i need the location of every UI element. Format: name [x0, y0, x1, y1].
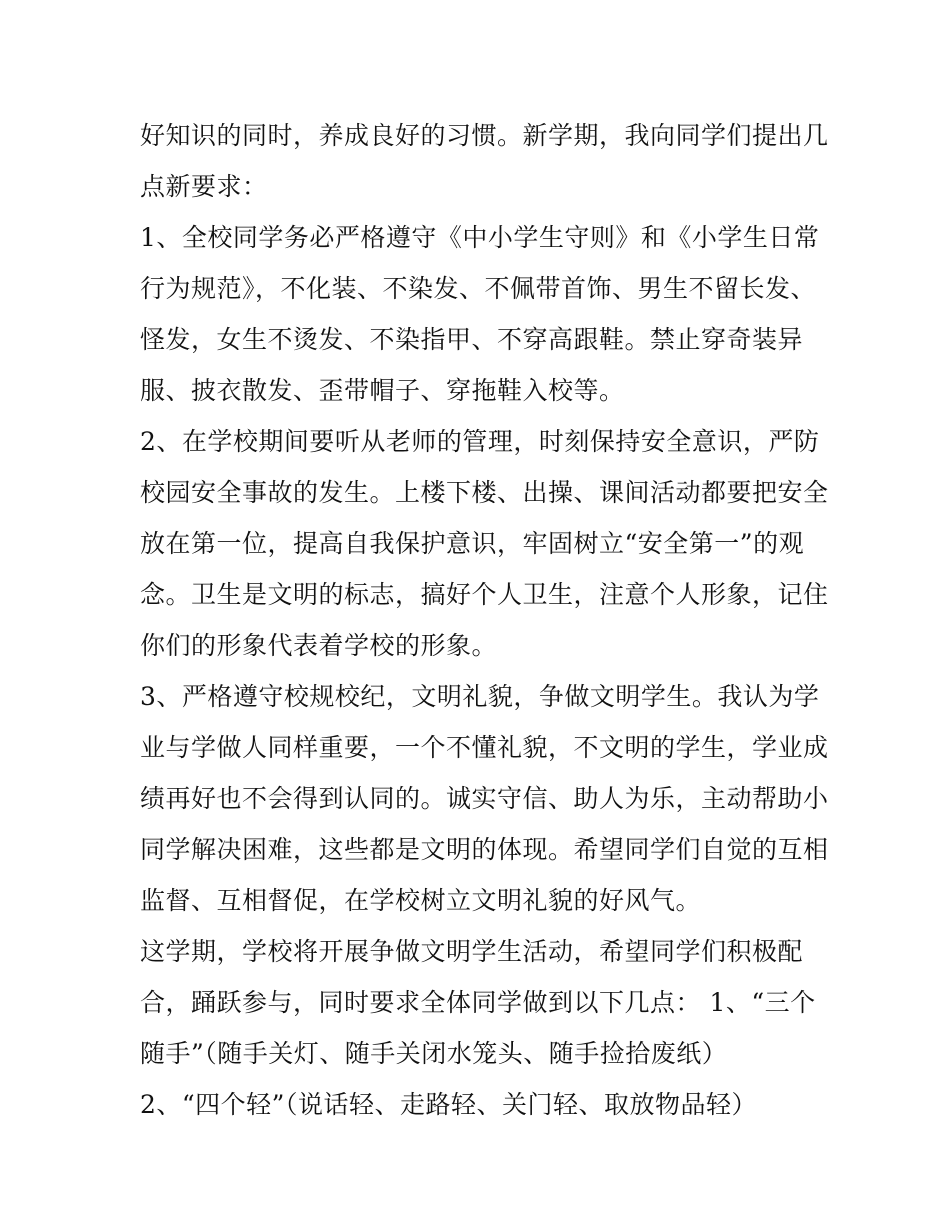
text-line: 同学解决困难，这些都是文明的体现。希望同学们自觉的互相: [140, 835, 829, 864]
text-line: 点新要求：: [140, 172, 268, 201]
text-line: 念。卫生是文明的标志，搞好个人卫生，注意个人形象，记住: [140, 580, 829, 609]
text-line: 怪发，女生不烫发、不染指甲、不穿高跟鞋。禁止穿奇装异: [140, 325, 804, 354]
text-line: 你们的形象代表着学校的形象。: [140, 631, 498, 660]
text-line: 随手”（随手关灯、随手关闭水笼头、随手捡拾废纸）: [140, 1039, 728, 1068]
text-line: 这学期，学校将开展争做文明学生活动，希望同学们积极配: [140, 937, 804, 966]
text-line: 2、“四个轻”（说话轻、走路轻、关门轻、取放物品轻）: [140, 1090, 757, 1119]
text-line: 1、全校同学务必严格遵守《中小学生守则》和《小学生日常: [140, 223, 820, 252]
text-line: 校园安全事故的发生。上楼下楼、出操、课间活动都要把安全: [140, 478, 829, 507]
text-line: 绩再好也不会得到认同的。诚实守信、助人为乐，主动帮助小: [140, 784, 829, 813]
text-line: 行为规范》，不化装、不染发、不佩带首饰、男生不留长发、: [140, 274, 817, 303]
text-line: 放在第一位，提高自我保护意识，牢固树立“安全第一”的观: [140, 529, 805, 558]
document-body: [140, 110, 829, 1130]
text-line: 业与学做人同样重要，一个不懂礼貌，不文明的学生，学业成: [140, 733, 829, 762]
text-line: 服、披衣散发、歪带帽子、穿拖鞋入校等。: [140, 376, 625, 405]
text-line: 2、在学校期间要听从老师的管理，时刻保持安全意识，严防: [140, 427, 820, 456]
text-line: 好知识的同时，养成良好的习惯。新学期，我向同学们提出几: [140, 121, 829, 150]
text-line: 3、严格遵守校规校纪，文明礼貌，争做文明学生。我认为学: [140, 682, 820, 711]
text-line: 监督、互相督促，在学校树立文明礼貌的好风气。: [140, 886, 702, 915]
text-line: 合，踊跃参与，同时要求全体同学做到以下几点： 1、“三个: [140, 988, 816, 1017]
